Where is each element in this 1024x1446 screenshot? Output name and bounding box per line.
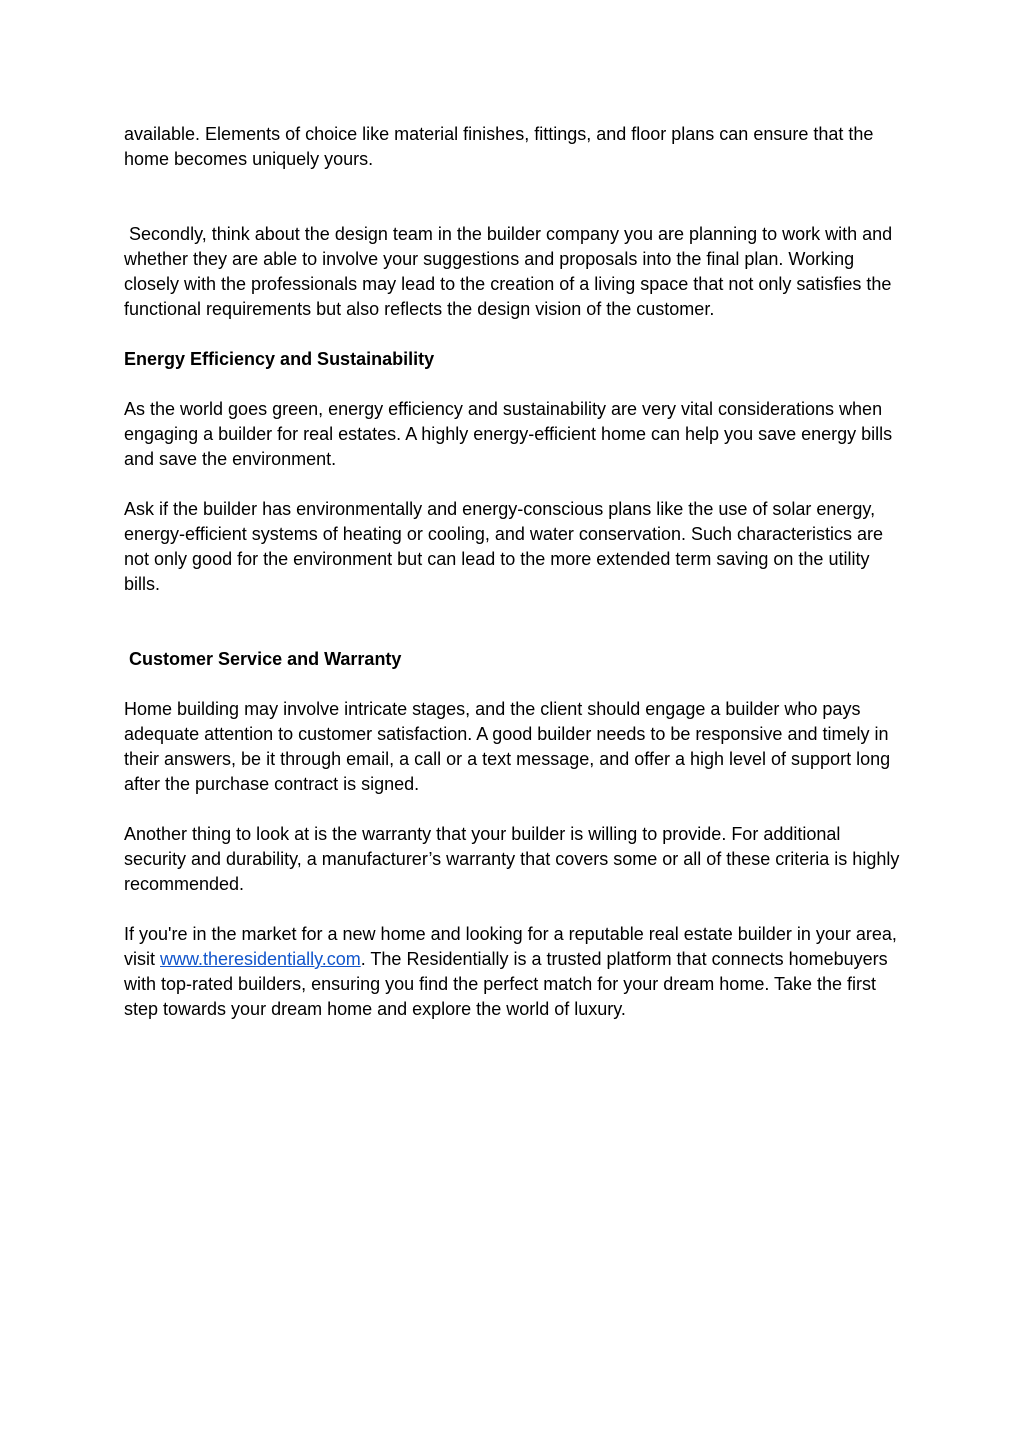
cta-text-after: . The Residentially is a trusted platform that connects homebuyers with top-rated builders, ensuring you find the perfect match for your dream home. Take the first step towards your dream home and explore the world of luxury. xyxy=(124,949,888,1019)
heading-energy-efficiency: Energy Efficiency and Sustainability xyxy=(124,349,435,369)
paragraph-design-team: Secondly, think about the design team in the builder company you are planning to work with and whether they are able to involve your suggestions and proposals into the final plan. Working closely with the professionals may lead to the creation of a living space that not only satisfies the functional requirements but also reflects the design vision of the customer. xyxy=(124,224,898,319)
heading-customer-service: Customer Service and Warranty xyxy=(124,649,402,669)
paragraph-warranty: Another thing to look at is the warranty that your builder is willing to provide. For additional security and durability, a manufacturer’s warranty that covers some or all of these criteria is highly recommended. xyxy=(124,824,900,894)
paragraph-material-choice: available. Elements of choice like material finishes, fittings, and floor plans can ensure that the home becomes uniquely yours. xyxy=(124,124,874,169)
paragraph-customer-satisfaction: Home building may involve intricate stages, and the client should engage a builder who pays adequate attention to customer satisfaction. A good builder needs to be responsive and timely in their answers, be it through email, a call or a text message, and offer a high level of support long after the purchase contract is signed. xyxy=(124,699,891,794)
paragraph-builder-plans: Ask if the builder has environmentally and energy-conscious plans like the use of solar energy, energy-efficient systems of heating or cooling, and water conservation. Such characteristics are not only good for the environment but can lead to the more extended term saving on the utility bills. xyxy=(124,499,884,594)
cta-text-before: If you're in the market for a new home and looking for a reputable real estate builder in your area, visit xyxy=(124,924,897,969)
paragraph-call-to-action xyxy=(124,922,904,1022)
paragraph-world-goes-green: As the world goes green, energy efficiency and sustainability are very vital considerations when engaging a builder for real estates. A highly energy-efficient home can help you save energy bills and save the environment. xyxy=(124,399,893,469)
residentially-link[interactable]: www.theresidentially.com xyxy=(160,949,361,969)
